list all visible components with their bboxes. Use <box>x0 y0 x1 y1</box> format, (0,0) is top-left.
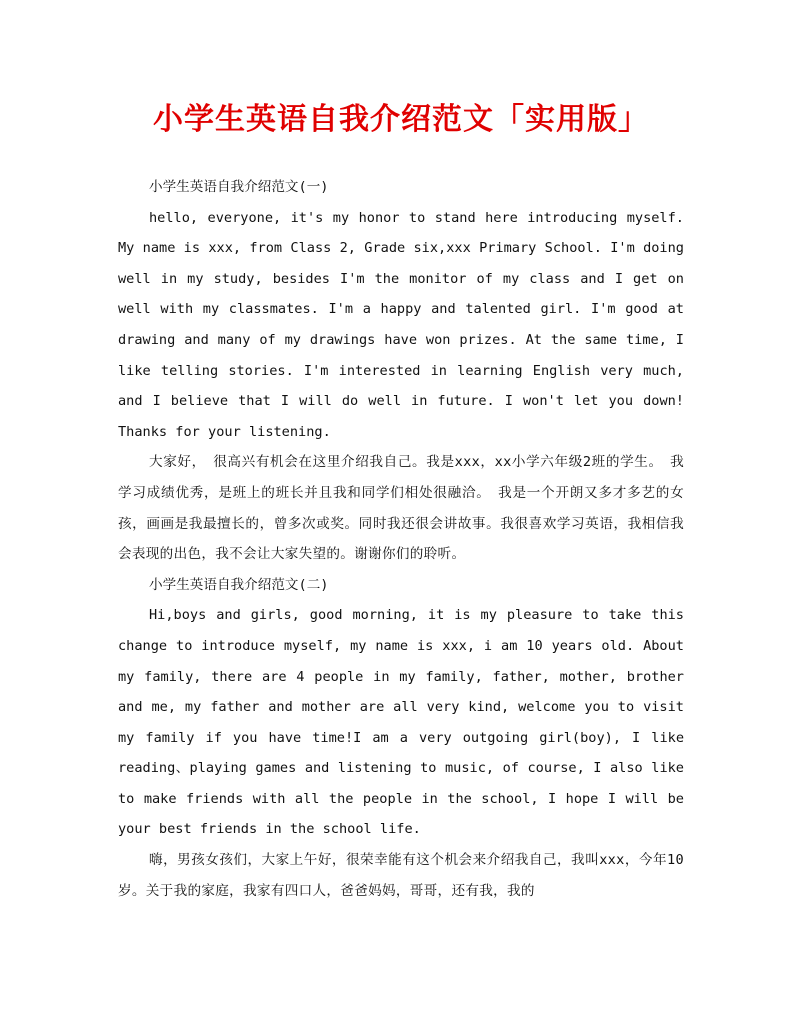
section-heading: 小学生英语自我介绍范文(二) <box>149 576 329 593</box>
document-title: 小学生英语自我介绍范文「实用版」 <box>153 102 649 137</box>
chinese-paragraph: 嗨，男孩女孩们，大家上午好，很荣幸能有这个机会来介绍我自己，我叫xxx，今年10岁。关于我的家庭，我家有四口人，爸爸妈妈，哥哥，还有我，我的 <box>118 852 684 899</box>
chinese-paragraph: 大家好， 很高兴有机会在这里介绍我自己。我是xxx，xx小学六年级2班的学生。 我学习成绩优秀，是班上的班长并且我和同学们相处很融洽。 我是一个开朗又多才多艺的女孩，画画是我最擅长的，曾多次或奖。同时我还很会讲故事。我很喜欢学习英语，我相信我会表现的出色，我不会让大家失望的。谢谢你们的聆听。 <box>118 454 684 563</box>
section-heading: 小学生英语自我介绍范文(一) <box>149 179 329 195</box>
english-paragraph: hello, everyone, it's my honor to stand here introducing myself. My name is xxx, from Class 2, Grade six,xxx Primary School. I'm doing well in my study, besides I'm the monitor of my class and I get on well with my classmates. I'm a happy and talented girl. I'm good at drawing and many of my drawings have won prizes. At the same time, I like telling stories. I'm interested in learning English very much, and I believe that I will do well in future. I won't let you down! Thanks for your listening. <box>118 209 684 440</box>
document-body <box>118 172 684 906</box>
english-paragraph: Hi,boys and girls, good morning, it is my pleasure to take this change to introduce myself, my name is xxx, i am 10 years old. About my family, there are 4 people in my family, father, mother, brother and me, my father and mother are all very kind, welcome you to visit my family if you have time!I am a very outgoing girl(boy), I like reading、playing games and listening to music, of course, I also like to make friends with all the people in the school, I hope I will be your best friends in the school life. <box>118 607 684 838</box>
